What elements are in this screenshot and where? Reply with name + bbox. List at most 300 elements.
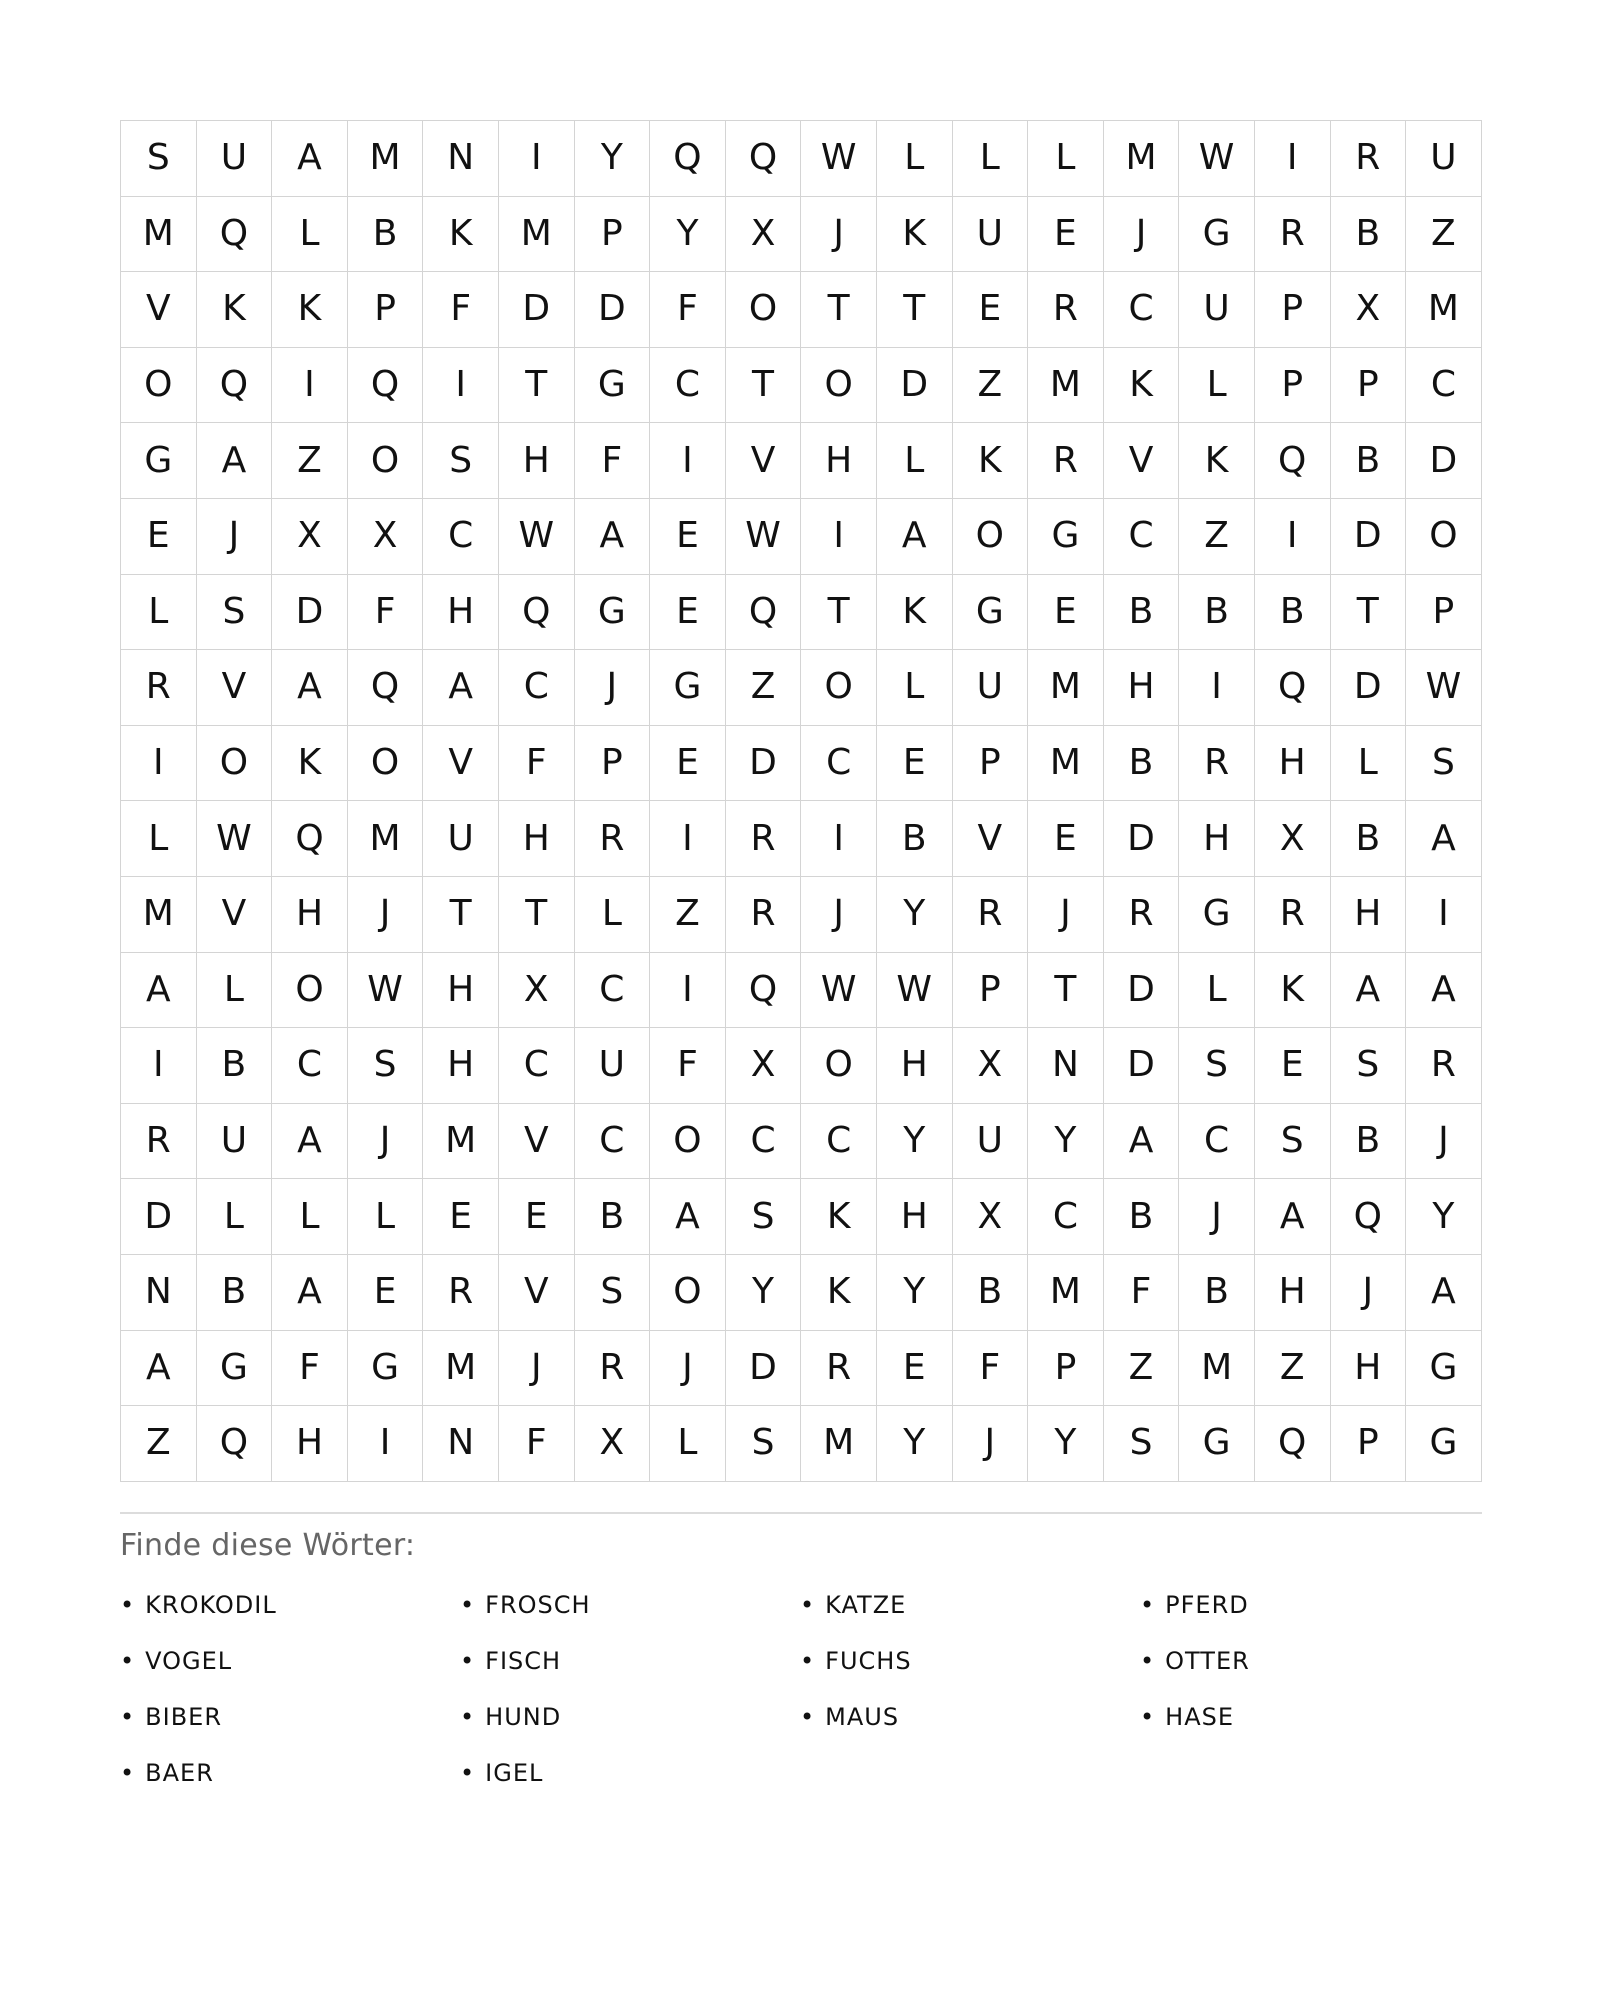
grid-cell[interactable]: C: [1406, 348, 1482, 424]
grid-cell[interactable]: R: [1255, 877, 1331, 953]
grid-cell[interactable]: P: [1255, 348, 1331, 424]
grid-cell[interactable]: T: [499, 877, 575, 953]
grid-cell[interactable]: E: [423, 1179, 499, 1255]
grid-cell[interactable]: O: [953, 499, 1029, 575]
grid-cell[interactable]: L: [575, 877, 651, 953]
grid-cell[interactable]: A: [197, 423, 273, 499]
grid-cell[interactable]: G: [575, 575, 651, 651]
grid-cell[interactable]: L: [121, 801, 197, 877]
grid-cell[interactable]: U: [953, 1104, 1029, 1180]
grid-cell[interactable]: T: [423, 877, 499, 953]
grid-cell[interactable]: Z: [272, 423, 348, 499]
grid-cell[interactable]: Q: [348, 650, 424, 726]
grid-cell[interactable]: I: [499, 121, 575, 197]
grid-cell[interactable]: H: [801, 423, 877, 499]
grid-cell[interactable]: M: [121, 197, 197, 273]
grid-cell[interactable]: G: [1028, 499, 1104, 575]
grid-cell[interactable]: M: [348, 121, 424, 197]
grid-cell[interactable]: V: [121, 272, 197, 348]
grid-cell[interactable]: I: [272, 348, 348, 424]
grid-cell[interactable]: D: [1406, 423, 1482, 499]
grid-cell[interactable]: P: [348, 272, 424, 348]
grid-cell[interactable]: Q: [1255, 650, 1331, 726]
grid-cell[interactable]: H: [423, 1028, 499, 1104]
grid-cell[interactable]: T: [801, 272, 877, 348]
grid-cell[interactable]: L: [1028, 121, 1104, 197]
grid-cell[interactable]: B: [1255, 575, 1331, 651]
grid-cell[interactable]: I: [650, 801, 726, 877]
grid-cell[interactable]: D: [726, 1331, 802, 1407]
grid-cell[interactable]: D: [499, 272, 575, 348]
grid-cell[interactable]: H: [1255, 1255, 1331, 1331]
grid-cell[interactable]: R: [575, 801, 651, 877]
grid-cell[interactable]: S: [348, 1028, 424, 1104]
grid-cell[interactable]: X: [272, 499, 348, 575]
grid-cell[interactable]: H: [499, 423, 575, 499]
grid-cell[interactable]: M: [1028, 1255, 1104, 1331]
grid-cell[interactable]: H: [272, 877, 348, 953]
grid-cell[interactable]: Y: [1028, 1406, 1104, 1482]
grid-cell[interactable]: Z: [650, 877, 726, 953]
grid-cell[interactable]: Z: [953, 348, 1029, 424]
grid-cell[interactable]: W: [801, 953, 877, 1029]
grid-cell[interactable]: N: [423, 1406, 499, 1482]
grid-cell[interactable]: S: [1104, 1406, 1180, 1482]
grid-cell[interactable]: A: [1255, 1179, 1331, 1255]
grid-cell[interactable]: Y: [877, 1406, 953, 1482]
grid-cell[interactable]: K: [1255, 953, 1331, 1029]
grid-cell[interactable]: X: [953, 1028, 1029, 1104]
grid-cell[interactable]: U: [197, 121, 273, 197]
grid-cell[interactable]: K: [953, 423, 1029, 499]
grid-cell[interactable]: D: [1331, 650, 1407, 726]
grid-cell[interactable]: J: [348, 1104, 424, 1180]
grid-cell[interactable]: E: [348, 1255, 424, 1331]
grid-cell[interactable]: X: [726, 197, 802, 273]
grid-cell[interactable]: F: [953, 1331, 1029, 1407]
grid-cell[interactable]: Y: [575, 121, 651, 197]
grid-cell[interactable]: L: [1179, 348, 1255, 424]
grid-cell[interactable]: Y: [877, 1255, 953, 1331]
grid-cell[interactable]: R: [1331, 121, 1407, 197]
grid-cell[interactable]: W: [1179, 121, 1255, 197]
grid-cell[interactable]: U: [1406, 121, 1482, 197]
grid-cell[interactable]: L: [877, 121, 953, 197]
grid-cell[interactable]: G: [348, 1331, 424, 1407]
grid-cell[interactable]: N: [1028, 1028, 1104, 1104]
grid-cell[interactable]: C: [499, 1028, 575, 1104]
grid-cell[interactable]: I: [121, 726, 197, 802]
grid-cell[interactable]: R: [121, 1104, 197, 1180]
grid-cell[interactable]: Z: [726, 650, 802, 726]
grid-cell[interactable]: W: [877, 953, 953, 1029]
grid-cell[interactable]: U: [423, 801, 499, 877]
grid-cell[interactable]: L: [272, 197, 348, 273]
grid-cell[interactable]: C: [575, 1104, 651, 1180]
grid-cell[interactable]: O: [348, 423, 424, 499]
grid-cell[interactable]: E: [499, 1179, 575, 1255]
grid-cell[interactable]: H: [423, 575, 499, 651]
grid-cell[interactable]: G: [1179, 877, 1255, 953]
grid-cell[interactable]: R: [121, 650, 197, 726]
grid-cell[interactable]: H: [1331, 877, 1407, 953]
grid-cell[interactable]: J: [575, 650, 651, 726]
grid-cell[interactable]: T: [801, 575, 877, 651]
grid-cell[interactable]: A: [272, 121, 348, 197]
grid-cell[interactable]: K: [801, 1255, 877, 1331]
grid-cell[interactable]: L: [272, 1179, 348, 1255]
grid-cell[interactable]: M: [1179, 1331, 1255, 1407]
grid-cell[interactable]: X: [499, 953, 575, 1029]
grid-cell[interactable]: P: [1331, 348, 1407, 424]
grid-cell[interactable]: E: [877, 1331, 953, 1407]
grid-cell[interactable]: A: [1331, 953, 1407, 1029]
grid-cell[interactable]: E: [1028, 197, 1104, 273]
grid-cell[interactable]: M: [1028, 726, 1104, 802]
grid-cell[interactable]: J: [197, 499, 273, 575]
grid-cell[interactable]: A: [1104, 1104, 1180, 1180]
grid-cell[interactable]: W: [348, 953, 424, 1029]
grid-cell[interactable]: Q: [726, 121, 802, 197]
grid-cell[interactable]: B: [1331, 423, 1407, 499]
grid-cell[interactable]: M: [1028, 348, 1104, 424]
grid-cell[interactable]: Z: [1255, 1331, 1331, 1407]
grid-cell[interactable]: F: [650, 272, 726, 348]
grid-cell[interactable]: H: [272, 1406, 348, 1482]
grid-cell[interactable]: T: [1028, 953, 1104, 1029]
grid-cell[interactable]: W: [801, 121, 877, 197]
grid-cell[interactable]: B: [1104, 1179, 1180, 1255]
grid-cell[interactable]: V: [499, 1255, 575, 1331]
grid-cell[interactable]: P: [953, 726, 1029, 802]
grid-cell[interactable]: S: [726, 1179, 802, 1255]
grid-cell[interactable]: Q: [1255, 423, 1331, 499]
grid-cell[interactable]: T: [877, 272, 953, 348]
grid-cell[interactable]: P: [1331, 1406, 1407, 1482]
grid-cell[interactable]: A: [575, 499, 651, 575]
grid-cell[interactable]: J: [801, 877, 877, 953]
grid-cell[interactable]: N: [423, 121, 499, 197]
grid-cell[interactable]: Y: [650, 197, 726, 273]
grid-cell[interactable]: I: [1179, 650, 1255, 726]
grid-cell[interactable]: T: [1331, 575, 1407, 651]
grid-cell[interactable]: L: [650, 1406, 726, 1482]
grid-cell[interactable]: N: [121, 1255, 197, 1331]
grid-cell[interactable]: U: [1179, 272, 1255, 348]
grid-cell[interactable]: M: [423, 1104, 499, 1180]
grid-cell[interactable]: V: [953, 801, 1029, 877]
grid-cell[interactable]: O: [726, 272, 802, 348]
grid-cell[interactable]: L: [1179, 953, 1255, 1029]
grid-cell[interactable]: C: [575, 953, 651, 1029]
grid-cell[interactable]: C: [1104, 272, 1180, 348]
grid-cell[interactable]: F: [575, 423, 651, 499]
grid-cell[interactable]: B: [877, 801, 953, 877]
grid-cell[interactable]: B: [1179, 1255, 1255, 1331]
grid-cell[interactable]: W: [726, 499, 802, 575]
grid-cell[interactable]: I: [801, 801, 877, 877]
grid-cell[interactable]: S: [1406, 726, 1482, 802]
grid-cell[interactable]: Y: [1406, 1179, 1482, 1255]
grid-cell[interactable]: E: [1255, 1028, 1331, 1104]
grid-cell[interactable]: P: [1028, 1331, 1104, 1407]
grid-cell[interactable]: C: [801, 726, 877, 802]
grid-cell[interactable]: B: [197, 1028, 273, 1104]
grid-cell[interactable]: I: [801, 499, 877, 575]
grid-cell[interactable]: A: [1406, 1255, 1482, 1331]
grid-cell[interactable]: L: [953, 121, 1029, 197]
grid-cell[interactable]: C: [499, 650, 575, 726]
grid-cell[interactable]: A: [121, 953, 197, 1029]
grid-cell[interactable]: Y: [726, 1255, 802, 1331]
grid-cell[interactable]: Q: [197, 1406, 273, 1482]
grid-cell[interactable]: S: [726, 1406, 802, 1482]
grid-cell[interactable]: B: [348, 197, 424, 273]
grid-cell[interactable]: F: [650, 1028, 726, 1104]
grid-cell[interactable]: J: [1406, 1104, 1482, 1180]
grid-cell[interactable]: E: [650, 499, 726, 575]
grid-cell[interactable]: S: [1331, 1028, 1407, 1104]
grid-cell[interactable]: R: [801, 1331, 877, 1407]
grid-cell[interactable]: J: [801, 197, 877, 273]
grid-cell[interactable]: B: [1331, 801, 1407, 877]
grid-cell[interactable]: U: [197, 1104, 273, 1180]
grid-cell[interactable]: B: [1104, 575, 1180, 651]
grid-cell[interactable]: C: [423, 499, 499, 575]
grid-cell[interactable]: Q: [726, 575, 802, 651]
grid-cell[interactable]: R: [1255, 197, 1331, 273]
grid-cell[interactable]: H: [1255, 726, 1331, 802]
grid-cell[interactable]: P: [953, 953, 1029, 1029]
grid-cell[interactable]: L: [197, 1179, 273, 1255]
grid-cell[interactable]: O: [348, 726, 424, 802]
grid-cell[interactable]: Q: [1255, 1406, 1331, 1482]
grid-cell[interactable]: D: [272, 575, 348, 651]
grid-cell[interactable]: I: [650, 953, 726, 1029]
grid-cell[interactable]: A: [877, 499, 953, 575]
grid-cell[interactable]: A: [272, 1255, 348, 1331]
grid-cell[interactable]: J: [1179, 1179, 1255, 1255]
grid-cell[interactable]: D: [575, 272, 651, 348]
grid-cell[interactable]: P: [575, 197, 651, 273]
grid-cell[interactable]: L: [121, 575, 197, 651]
grid-cell[interactable]: G: [1406, 1406, 1482, 1482]
grid-cell[interactable]: R: [1028, 423, 1104, 499]
grid-cell[interactable]: M: [801, 1406, 877, 1482]
grid-cell[interactable]: K: [801, 1179, 877, 1255]
grid-cell[interactable]: E: [877, 726, 953, 802]
grid-cell[interactable]: P: [1255, 272, 1331, 348]
grid-cell[interactable]: F: [348, 575, 424, 651]
grid-cell[interactable]: C: [1104, 499, 1180, 575]
grid-cell[interactable]: Y: [1028, 1104, 1104, 1180]
grid-cell[interactable]: F: [423, 272, 499, 348]
grid-cell[interactable]: F: [1104, 1255, 1180, 1331]
grid-cell[interactable]: D: [726, 726, 802, 802]
grid-cell[interactable]: H: [499, 801, 575, 877]
grid-cell[interactable]: R: [1179, 726, 1255, 802]
grid-cell[interactable]: O: [801, 650, 877, 726]
grid-cell[interactable]: D: [1104, 1028, 1180, 1104]
grid-cell[interactable]: M: [423, 1331, 499, 1407]
grid-cell[interactable]: Q: [348, 348, 424, 424]
grid-cell[interactable]: R: [1406, 1028, 1482, 1104]
grid-cell[interactable]: O: [1406, 499, 1482, 575]
grid-cell[interactable]: E: [121, 499, 197, 575]
grid-cell[interactable]: L: [877, 423, 953, 499]
grid-cell[interactable]: X: [953, 1179, 1029, 1255]
grid-cell[interactable]: Z: [1104, 1331, 1180, 1407]
grid-cell[interactable]: Z: [1179, 499, 1255, 575]
grid-cell[interactable]: C: [272, 1028, 348, 1104]
grid-cell[interactable]: J: [1331, 1255, 1407, 1331]
grid-cell[interactable]: B: [1331, 1104, 1407, 1180]
grid-cell[interactable]: G: [121, 423, 197, 499]
grid-cell[interactable]: P: [1406, 575, 1482, 651]
grid-cell[interactable]: K: [877, 197, 953, 273]
grid-cell[interactable]: L: [197, 953, 273, 1029]
grid-cell[interactable]: V: [1104, 423, 1180, 499]
grid-cell[interactable]: X: [1331, 272, 1407, 348]
grid-cell[interactable]: K: [423, 197, 499, 273]
grid-cell[interactable]: M: [1028, 650, 1104, 726]
grid-cell[interactable]: J: [1104, 197, 1180, 273]
grid-cell[interactable]: H: [1179, 801, 1255, 877]
grid-cell[interactable]: J: [499, 1331, 575, 1407]
grid-cell[interactable]: A: [272, 1104, 348, 1180]
grid-cell[interactable]: S: [1179, 1028, 1255, 1104]
grid-cell[interactable]: D: [1104, 953, 1180, 1029]
grid-cell[interactable]: J: [1028, 877, 1104, 953]
grid-cell[interactable]: G: [197, 1331, 273, 1407]
grid-cell[interactable]: D: [1331, 499, 1407, 575]
grid-cell[interactable]: O: [650, 1255, 726, 1331]
grid-cell[interactable]: W: [197, 801, 273, 877]
grid-cell[interactable]: L: [877, 650, 953, 726]
grid-cell[interactable]: G: [650, 650, 726, 726]
grid-cell[interactable]: U: [953, 650, 1029, 726]
grid-cell[interactable]: X: [1255, 801, 1331, 877]
grid-cell[interactable]: E: [1028, 801, 1104, 877]
grid-cell[interactable]: B: [575, 1179, 651, 1255]
grid-cell[interactable]: S: [197, 575, 273, 651]
grid-cell[interactable]: Q: [1331, 1179, 1407, 1255]
grid-cell[interactable]: K: [1104, 348, 1180, 424]
grid-cell[interactable]: C: [650, 348, 726, 424]
grid-cell[interactable]: H: [877, 1179, 953, 1255]
grid-cell[interactable]: G: [1179, 197, 1255, 273]
grid-cell[interactable]: O: [121, 348, 197, 424]
grid-cell[interactable]: R: [953, 877, 1029, 953]
grid-cell[interactable]: O: [650, 1104, 726, 1180]
grid-cell[interactable]: L: [1331, 726, 1407, 802]
grid-cell[interactable]: H: [423, 953, 499, 1029]
grid-cell[interactable]: X: [575, 1406, 651, 1482]
grid-cell[interactable]: H: [877, 1028, 953, 1104]
grid-cell[interactable]: A: [1406, 801, 1482, 877]
grid-cell[interactable]: B: [197, 1255, 273, 1331]
grid-cell[interactable]: I: [348, 1406, 424, 1482]
grid-cell[interactable]: K: [197, 272, 273, 348]
grid-cell[interactable]: S: [121, 121, 197, 197]
grid-cell[interactable]: B: [1104, 726, 1180, 802]
grid-cell[interactable]: K: [272, 726, 348, 802]
grid-cell[interactable]: J: [953, 1406, 1029, 1482]
grid-cell[interactable]: R: [726, 801, 802, 877]
grid-cell[interactable]: O: [272, 953, 348, 1029]
grid-cell[interactable]: M: [1406, 272, 1482, 348]
grid-cell[interactable]: C: [726, 1104, 802, 1180]
grid-cell[interactable]: Y: [877, 1104, 953, 1180]
grid-cell[interactable]: D: [121, 1179, 197, 1255]
grid-cell[interactable]: J: [348, 877, 424, 953]
grid-cell[interactable]: Q: [197, 348, 273, 424]
grid-cell[interactable]: I: [121, 1028, 197, 1104]
grid-cell[interactable]: I: [1255, 499, 1331, 575]
grid-cell[interactable]: T: [499, 348, 575, 424]
grid-cell[interactable]: V: [726, 423, 802, 499]
grid-cell[interactable]: A: [650, 1179, 726, 1255]
grid-cell[interactable]: V: [423, 726, 499, 802]
grid-cell[interactable]: F: [272, 1331, 348, 1407]
grid-cell[interactable]: A: [423, 650, 499, 726]
grid-cell[interactable]: S: [423, 423, 499, 499]
grid-cell[interactable]: H: [1331, 1331, 1407, 1407]
grid-cell[interactable]: G: [1179, 1406, 1255, 1482]
grid-cell[interactable]: Q: [272, 801, 348, 877]
grid-cell[interactable]: S: [575, 1255, 651, 1331]
grid-cell[interactable]: Z: [121, 1406, 197, 1482]
grid-cell[interactable]: C: [801, 1104, 877, 1180]
grid-cell[interactable]: G: [575, 348, 651, 424]
grid-cell[interactable]: Q: [726, 953, 802, 1029]
grid-cell[interactable]: P: [575, 726, 651, 802]
grid-cell[interactable]: G: [953, 575, 1029, 651]
grid-cell[interactable]: L: [348, 1179, 424, 1255]
grid-cell[interactable]: T: [726, 348, 802, 424]
grid-cell[interactable]: I: [423, 348, 499, 424]
grid-cell[interactable]: Y: [877, 877, 953, 953]
grid-cell[interactable]: A: [272, 650, 348, 726]
grid-cell[interactable]: B: [1331, 197, 1407, 273]
grid-cell[interactable]: K: [877, 575, 953, 651]
grid-cell[interactable]: F: [499, 1406, 575, 1482]
grid-cell[interactable]: W: [499, 499, 575, 575]
grid-cell[interactable]: O: [197, 726, 273, 802]
grid-cell[interactable]: J: [650, 1331, 726, 1407]
grid-cell[interactable]: E: [1028, 575, 1104, 651]
grid-cell[interactable]: R: [726, 877, 802, 953]
grid-cell[interactable]: M: [1104, 121, 1180, 197]
grid-cell[interactable]: V: [499, 1104, 575, 1180]
grid-cell[interactable]: K: [272, 272, 348, 348]
grid-cell[interactable]: U: [953, 197, 1029, 273]
grid-cell[interactable]: I: [1406, 877, 1482, 953]
grid-cell[interactable]: V: [197, 650, 273, 726]
grid-cell[interactable]: R: [423, 1255, 499, 1331]
grid-cell[interactable]: V: [197, 877, 273, 953]
grid-cell[interactable]: Z: [1406, 197, 1482, 273]
grid-cell[interactable]: X: [348, 499, 424, 575]
grid-cell[interactable]: R: [1028, 272, 1104, 348]
grid-cell[interactable]: O: [801, 1028, 877, 1104]
grid-cell[interactable]: M: [121, 877, 197, 953]
grid-cell[interactable]: K: [1179, 423, 1255, 499]
grid-cell[interactable]: C: [1028, 1179, 1104, 1255]
grid-cell[interactable]: D: [1104, 801, 1180, 877]
grid-cell[interactable]: Q: [499, 575, 575, 651]
grid-cell[interactable]: B: [953, 1255, 1029, 1331]
